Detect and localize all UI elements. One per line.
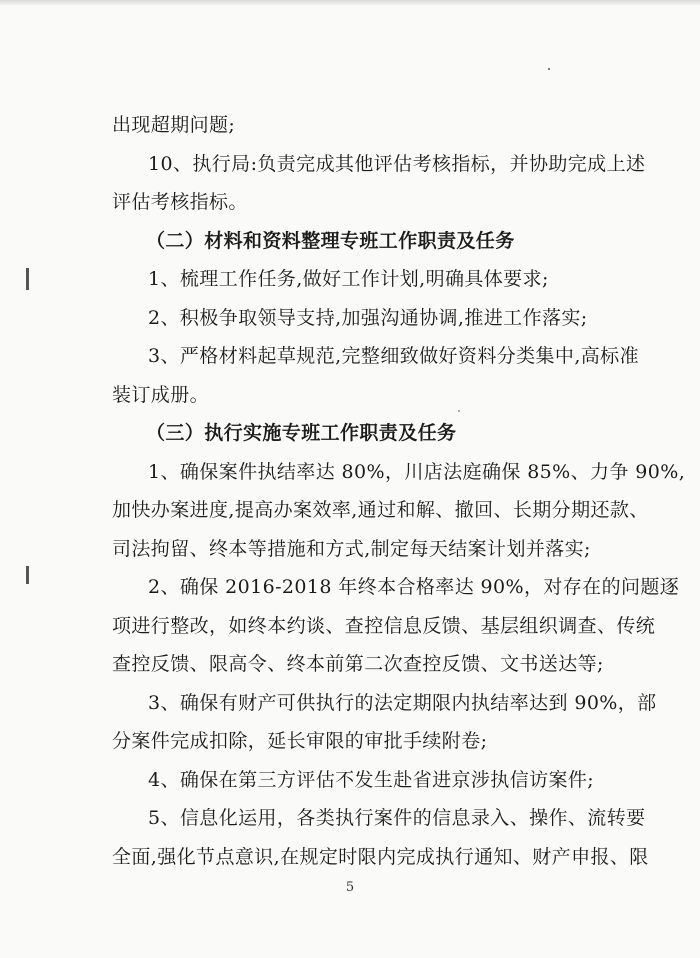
text-line: 4、确保在第三方评估不发生赴省进京涉执信访案件; [148, 768, 595, 791]
binding-mark [26, 566, 29, 584]
text-line: 分案件完成扣除，延长审限的审批手续附卷; [112, 730, 488, 752]
text-line: 2、确保 2016-2018 年终本合格率达 90%，对存在的问题逐 [148, 576, 680, 598]
text-line: 查控反馈、限高令、终本前第二次查控反馈、文书送达等; [112, 653, 604, 675]
text-line: 加快办案进度,提高办案效率,通过和解、撤回、长期分期还款、 [112, 499, 649, 521]
text-line: 2、积极争取领导支持,加强沟通协调,推进工作落实; [148, 306, 588, 329]
text-line: 3、严格材料起草规范,完整细致做好资料分类集中,高标准 [148, 345, 639, 367]
binding-mark [26, 268, 29, 290]
text-line: 3、确保有财产可供执行的法定期限内执结率达到 90%，部 [148, 691, 657, 714]
text-line: 5、信息化运用，各类执行案件的信息录入、操作、流转要 [148, 807, 646, 829]
text-line: 1、确保案件执结率达 80%，川店法庭确保 85%、力争 90%, [148, 460, 686, 483]
text-line: 全面,强化节点意识,在规定时限内完成执行通知、财产申报、限 [112, 845, 649, 868]
text-line: 1、梳理工作任务,做好工作计划,明确具体要求; [148, 268, 549, 290]
document-body [112, 106, 686, 876]
scan-edge [0, 0, 700, 6]
section-heading: （二）材料和资料整理专班工作职责及任务 [146, 229, 515, 252]
text-line: 装订成册。 [112, 383, 210, 406]
text-line: 出现超期问题; [112, 114, 236, 136]
text-line: 项进行整改，如终本约谈、查控信息反馈、基层组织调查、传统 [112, 614, 656, 637]
scan-speck [548, 68, 550, 70]
section-heading: （三）执行实施专班工作职责及任务 [146, 422, 457, 444]
text-line: 10、执行局:负责完成其他评估考核指标，并协助完成上述 [148, 152, 646, 175]
text-line: 评估考核指标。 [112, 191, 248, 213]
page-number: 5 [345, 880, 355, 895]
text-line: 司法拘留、终本等措施和方式,制定每天结案计划并落实; [112, 537, 591, 560]
